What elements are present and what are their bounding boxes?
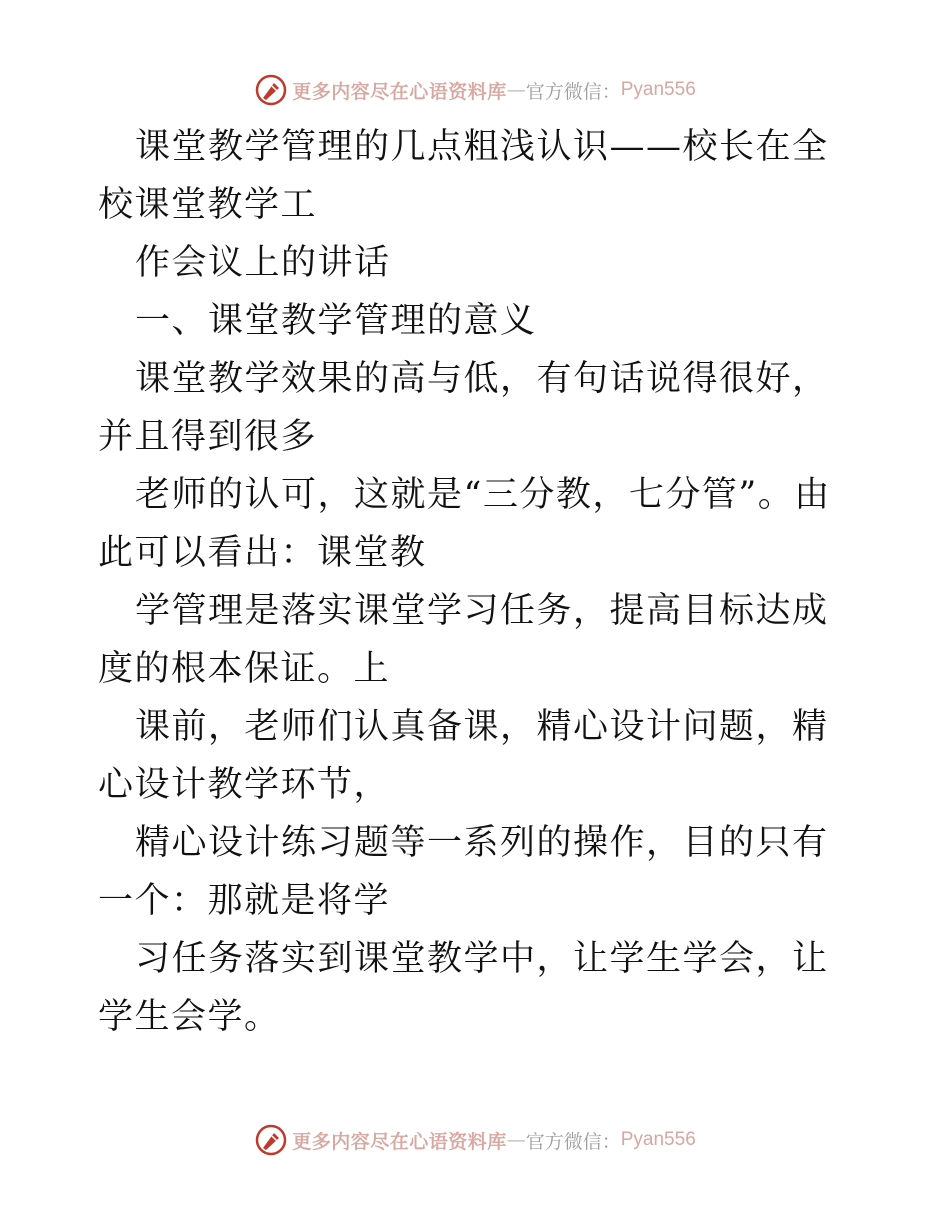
pen-nib-circle-icon xyxy=(254,73,288,107)
paragraph-line: 学管理是落实课堂学习任务，提高目标达成度的根本保证。上 xyxy=(98,591,829,689)
section-heading: 一、课堂教学管理的意义 xyxy=(135,301,537,341)
header-watermark xyxy=(0,70,950,110)
title-line-2: 作会议上的讲话 xyxy=(135,243,391,283)
watermark-wechat-id: Pyan556 xyxy=(620,1129,696,1150)
watermark-text: 更多内容尽在心语资料库 xyxy=(292,80,507,103)
watermark-wechat-id: Pyan556 xyxy=(620,79,696,100)
paragraph-line: 课前，老师们认真备课，精心设计问题，精心设计教学环节， xyxy=(98,707,829,805)
paragraph-line: 习任务落实到课堂教学中，让学生学会，让学生会学。 xyxy=(98,939,829,1037)
paragraph-line: 课堂教学效果的高与低，有句话说得很好，并且得到很多 xyxy=(98,359,829,457)
paragraph-line: 精心设计练习题等一系列的操作，目的只有一个：那就是将学 xyxy=(98,823,829,921)
watermark-text: 更多内容尽在心语资料库 xyxy=(292,1130,507,1153)
watermark-wechat-label: 官方微信： xyxy=(525,1130,621,1153)
watermark-separator: — xyxy=(506,1129,526,1151)
title-line-1: 课堂教学管理的几点粗浅认识——校长在全校课堂教学工 xyxy=(98,127,829,225)
document-body xyxy=(98,118,858,1046)
paragraph-line: 老师的认可，这就是“三分教，七分管”。由此可以看出：课堂教 xyxy=(98,475,831,573)
watermark-wechat-label: 官方微信： xyxy=(525,80,621,103)
pen-nib-circle-icon xyxy=(254,1123,288,1157)
footer-watermark xyxy=(0,1120,950,1160)
watermark-separator: — xyxy=(506,79,526,101)
